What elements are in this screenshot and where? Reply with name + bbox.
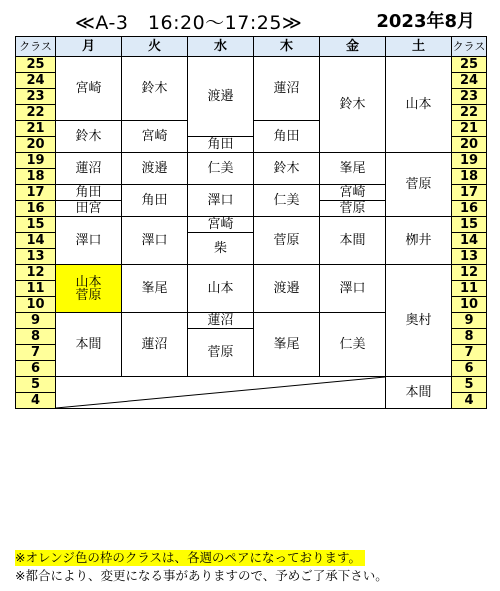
class-number: 20 (16, 137, 56, 153)
schedule-cell: 山本 (188, 265, 254, 313)
class-number: 6 (452, 361, 487, 377)
schedule-cell: 角田 (122, 185, 188, 217)
class-number: 11 (452, 281, 487, 297)
class-number: 8 (452, 329, 487, 345)
class-number: 25 (16, 57, 56, 73)
schedule-title (0, 6, 500, 34)
schedule-cell: 奥村 (386, 265, 452, 377)
day-header-fri: 金 (320, 37, 386, 57)
schedule-cell: 渡邉 (254, 265, 320, 313)
schedule-cell: 宮崎 (122, 121, 188, 153)
empty-slot-diagonal (56, 377, 386, 409)
day-header-wed: 水 (188, 37, 254, 57)
class-number: 22 (16, 105, 56, 121)
class-number: 7 (16, 345, 56, 361)
class-header-left: クラス (16, 37, 56, 57)
class-number: 7 (452, 345, 487, 361)
class-number: 10 (16, 297, 56, 313)
schedule-cell: 峯尾 (320, 153, 386, 185)
schedule-cell: 本間 (320, 217, 386, 265)
schedule-cell: 菅原 (386, 153, 452, 217)
pair-highlight-cell (56, 265, 122, 313)
class-number: 14 (452, 233, 487, 249)
schedule-cell: 蓮沼 (254, 57, 320, 121)
class-number: 12 (16, 265, 56, 281)
schedule-cell: 角田 (56, 185, 122, 201)
class-number: 15 (16, 217, 56, 233)
class-number: 10 (452, 297, 487, 313)
schedule-cell: 澤口 (320, 265, 386, 313)
schedule-cell: 田宮 (56, 201, 122, 217)
schedule-cell: 角田 (254, 121, 320, 153)
schedule-cell: 蓮沼 (56, 153, 122, 185)
class-number: 11 (16, 281, 56, 297)
schedule-cell: 澤口 (122, 217, 188, 265)
class-number: 16 (16, 201, 56, 217)
class-number: 9 (452, 313, 487, 329)
schedule-cell: 鈴木 (122, 57, 188, 121)
header-row (16, 37, 487, 57)
schedule-cell: 本間 (56, 313, 122, 377)
class-number: 6 (16, 361, 56, 377)
class-number: 21 (16, 121, 56, 137)
schedule-cell: 宮崎 (56, 57, 122, 121)
schedule-cell: 菅原 (320, 201, 386, 217)
class-number: 5 (452, 377, 487, 393)
class-number: 12 (452, 265, 487, 281)
pair-note: ※オレンジ色の枠のクラスは、各週のペアになっております。 (15, 550, 365, 566)
schedule-cell: 鈴木 (254, 153, 320, 185)
schedule-cell: 澤口 (188, 185, 254, 217)
class-number: 23 (16, 89, 56, 105)
schedule-cell: 蓮沼 (122, 313, 188, 377)
schedule-cell: 渡邉 (188, 57, 254, 137)
change-note: ※都合により、変更になる事がありますので、予めご了承下さい。 (15, 568, 388, 583)
day-header-tue: 火 (122, 37, 188, 57)
class-number: 23 (452, 89, 487, 105)
class-number: 25 (452, 57, 487, 73)
schedule-cell: 鈴木 (320, 57, 386, 153)
schedule-cell-line: 山本 (75, 274, 102, 290)
class-number: 8 (16, 329, 56, 345)
class-number: 24 (452, 73, 487, 89)
class-number: 14 (16, 233, 56, 249)
day-header-sat: 土 (386, 37, 452, 57)
class-number: 5 (16, 377, 56, 393)
class-header-right: クラス (452, 37, 487, 57)
class-number: 19 (16, 153, 56, 169)
schedule-cell: 峯尾 (254, 313, 320, 377)
class-number: 4 (16, 393, 56, 409)
schedule-cell: 仁美 (320, 313, 386, 377)
schedule-cell: 宮崎 (188, 217, 254, 233)
schedule-cell: 仁美 (254, 185, 320, 217)
schedule-cell: 栁井 (386, 217, 452, 265)
class-number: 21 (452, 121, 487, 137)
class-number: 9 (16, 313, 56, 329)
title-month: 2023年8月 (376, 11, 475, 32)
schedule-cell-line: 菅原 (75, 287, 102, 303)
day-header-mon: 月 (56, 37, 122, 57)
diagonal-line (56, 377, 385, 408)
schedule-cell: 仁美 (188, 153, 254, 185)
class-number: 22 (452, 105, 487, 121)
schedule-cell: 菅原 (188, 329, 254, 377)
schedule-cell: 宮崎 (320, 185, 386, 201)
class-number: 13 (16, 249, 56, 265)
class-number: 19 (452, 153, 487, 169)
schedule-cell: 峯尾 (122, 265, 188, 313)
schedule-table (15, 36, 487, 409)
schedule-cell: 鈴木 (56, 121, 122, 153)
schedule-cell: 蓮沼 (188, 313, 254, 329)
schedule-cell: 柴 (188, 233, 254, 265)
class-number: 17 (16, 185, 56, 201)
schedule-cell: 山本 (386, 57, 452, 153)
class-number: 18 (16, 169, 56, 185)
class-number: 15 (452, 217, 487, 233)
class-number: 13 (452, 249, 487, 265)
class-number: 18 (452, 169, 487, 185)
day-header-thu: 木 (254, 37, 320, 57)
class-number: 16 (452, 201, 487, 217)
class-number: 24 (16, 73, 56, 89)
class-number: 4 (452, 393, 487, 409)
class-number: 17 (452, 185, 487, 201)
schedule-cell: 本間 (386, 377, 452, 409)
schedule-cell: 澤口 (56, 217, 122, 265)
class-number: 20 (452, 137, 487, 153)
schedule-cell: 角田 (188, 137, 254, 153)
schedule-cell: 渡邉 (122, 153, 188, 185)
title-time-slot: ≪A-3 16:20〜17:25≫ (75, 12, 303, 34)
schedule-cell: 菅原 (254, 217, 320, 265)
